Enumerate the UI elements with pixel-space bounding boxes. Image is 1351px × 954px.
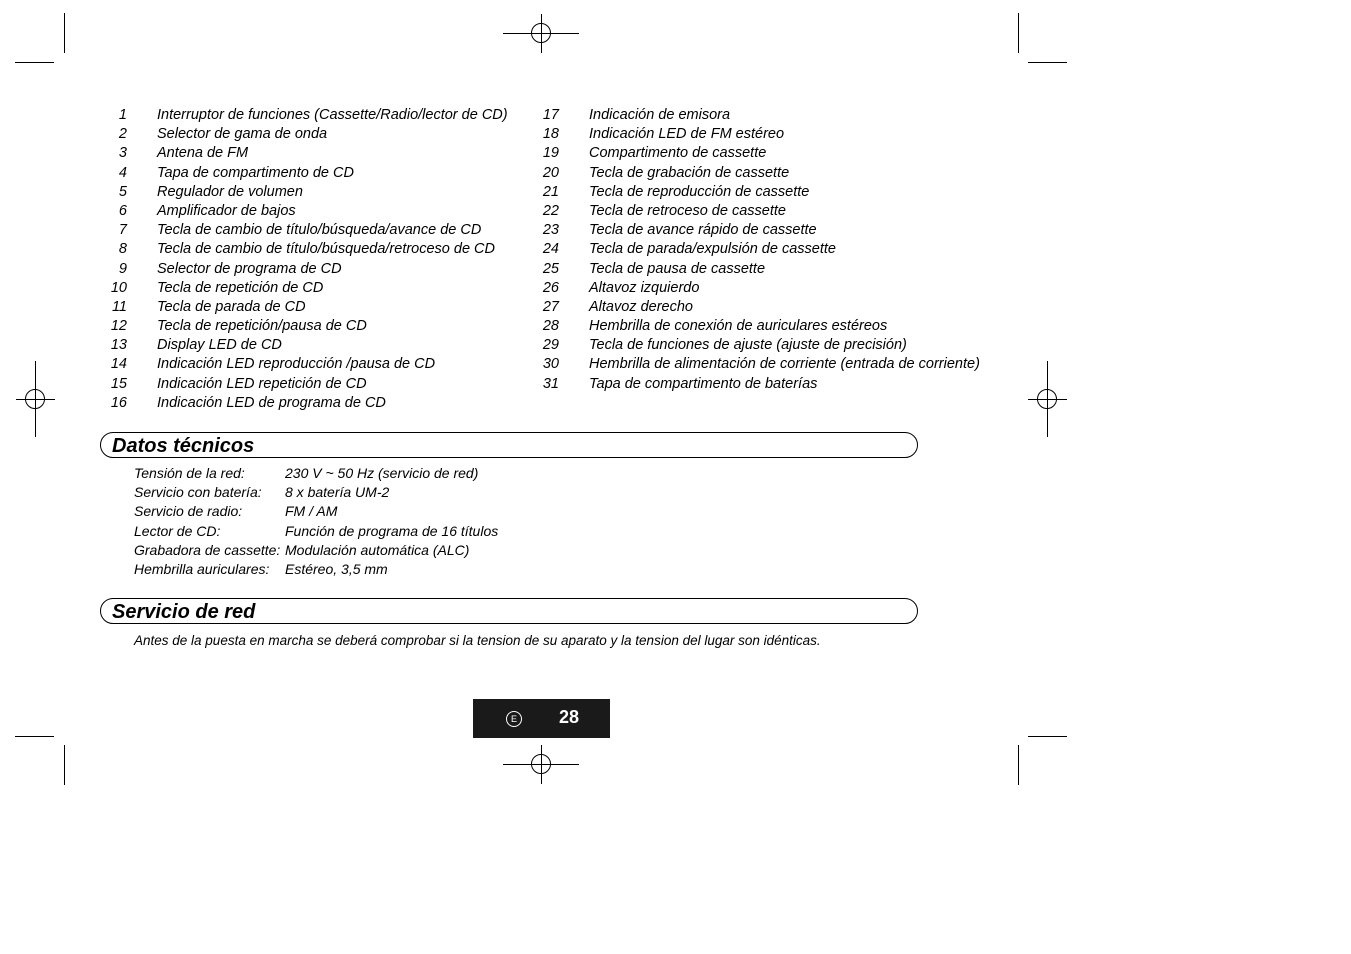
crop-mark (15, 62, 54, 63)
spec-key: Hembrilla auriculares: (134, 560, 270, 577)
item-label: Tecla de funciones de ajuste (ajuste de precisión) (589, 337, 907, 354)
item-number: 10 (110, 279, 127, 296)
spec-value: Función de programa de 16 títulos (285, 522, 499, 539)
item-label: Indicación LED de programa de CD (157, 394, 386, 411)
item-label: Indicación LED de FM estéreo (589, 126, 785, 143)
spec-key: Lector de CD: (134, 522, 221, 539)
item-label: Indicación LED reproducción /pausa de CD (157, 356, 436, 373)
item-number: 5 (118, 183, 127, 200)
item-label: Tecla de pausa de cassette (589, 260, 766, 277)
spec-key: Servicio con batería: (134, 484, 262, 501)
item-label: Tecla de parada/expulsión de cassette (589, 241, 836, 258)
mains-text: Antes de la puesta en marcha se deberá comprobar si la tension de su aparato y la tension del lugar son idénticas. (134, 633, 821, 648)
item-number: 21 (542, 183, 559, 200)
item-label: Tecla de retroceso de cassette (589, 202, 786, 219)
item-number: 19 (542, 145, 559, 162)
item-number: 12 (110, 318, 127, 335)
item-number: 2 (118, 126, 127, 143)
spec-key: Servicio de radio: (134, 503, 243, 520)
item-label: Indicación de emisora (589, 107, 731, 123)
item-label: Altavoz izquierdo (589, 279, 700, 296)
spec-value: Modulación automática (ALC) (285, 541, 470, 558)
item-label: Tecla de avance rápido de cassette (589, 222, 817, 239)
item-number: 24 (542, 241, 559, 258)
item-number: 15 (110, 375, 127, 392)
item-label: Tecla de parada de CD (157, 298, 306, 315)
item-label: Hembrilla de conexión de auriculares estéreos (589, 318, 888, 335)
section-title: Datos técnicos (112, 435, 255, 457)
spec-value: FM / AM (285, 503, 338, 520)
item-label: Tecla de repetición de CD (157, 279, 324, 296)
item-label: Hembrilla de alimentación de corriente (entrada de corriente) (589, 356, 980, 373)
crop-mark (1028, 736, 1067, 737)
item-number: 17 (542, 107, 559, 123)
crop-mark (64, 13, 65, 53)
item-label: Interruptor de funciones (Cassette/Radio/lector de CD) (157, 107, 508, 123)
item-number: 31 (542, 375, 559, 392)
item-number: 3 (118, 145, 127, 162)
crop-mark (64, 745, 65, 785)
item-label: Tapa de compartimento de CD (157, 164, 354, 181)
item-number: 7 (118, 222, 127, 239)
spec-key: Grabadora de cassette: (134, 541, 281, 558)
crop-mark (15, 736, 54, 737)
crop-mark (1028, 62, 1067, 63)
item-label: Display LED de CD (157, 337, 282, 354)
spec-value: Estéreo, 3,5 mm (285, 560, 388, 577)
item-number: 30 (542, 356, 559, 373)
item-label: Tecla de cambio de título/búsqueda/retroceso de CD (157, 241, 496, 258)
spec-value: 230 V ~ 50 Hz (servicio de red) (285, 465, 479, 481)
item-label: Indicación LED repetición de CD (157, 375, 367, 392)
item-label: Regulador de volumen (157, 183, 303, 200)
item-number: 28 (542, 318, 559, 335)
page-number: 28 (559, 707, 580, 727)
item-number: 25 (542, 260, 559, 277)
section-heading-tech (100, 432, 918, 458)
item-label: Tecla de repetición/pausa de CD (157, 318, 367, 335)
item-number: 6 (118, 202, 127, 219)
language-badge: E (506, 711, 522, 727)
spec-key: Tensión de la red: (134, 465, 245, 481)
section-title: Servicio de red (112, 601, 256, 623)
item-number: 13 (110, 337, 127, 354)
spec-value: 8 x batería UM-2 (285, 484, 390, 501)
item-number: 9 (118, 260, 127, 277)
item-label: Selector de gama de onda (157, 126, 328, 143)
item-number: 23 (542, 222, 559, 239)
item-number: 11 (111, 298, 127, 315)
item-number: 18 (542, 126, 559, 143)
item-number: 14 (110, 356, 127, 373)
item-number: 27 (542, 298, 559, 315)
item-number: 1 (118, 107, 127, 123)
item-number: 26 (542, 279, 559, 296)
item-label: Altavoz derecho (589, 298, 693, 315)
item-number: 20 (542, 164, 559, 181)
crop-mark (1018, 745, 1019, 785)
page-footer (473, 699, 610, 738)
item-label: Tecla de cambio de título/búsqueda/avance de CD (157, 222, 482, 239)
item-number: 22 (542, 202, 559, 219)
item-number: 8 (118, 241, 127, 258)
item-number: 4 (118, 164, 127, 181)
item-label: Compartimento de cassette (589, 145, 767, 162)
item-number: 29 (542, 337, 559, 354)
item-number: 16 (110, 394, 127, 411)
item-label: Tapa de compartimento de baterías (589, 375, 818, 392)
crop-mark (1018, 13, 1019, 53)
item-label: Amplificador de bajos (157, 202, 296, 219)
item-label: Tecla de reproducción de cassette (589, 183, 810, 200)
section-heading-mains (100, 598, 918, 624)
item-label: Tecla de grabación de cassette (589, 164, 790, 181)
item-label: Antena de FM (157, 145, 249, 162)
item-label: Selector de programa de CD (157, 260, 342, 277)
